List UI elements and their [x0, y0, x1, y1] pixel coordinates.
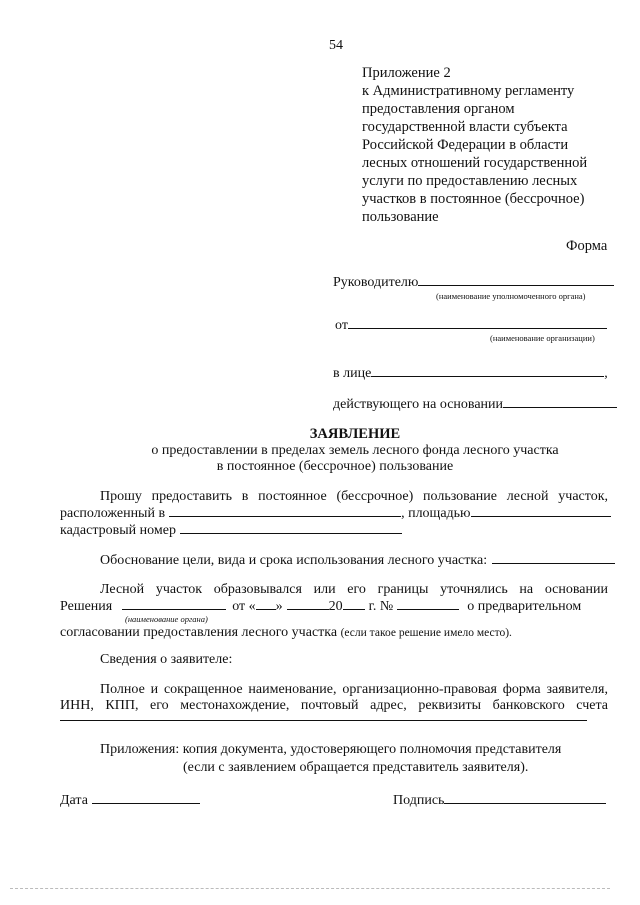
justification-blank[interactable]	[492, 552, 615, 564]
decision-organ-blank[interactable]	[122, 598, 226, 610]
person-label: в лице	[333, 366, 372, 381]
basis-field[interactable]	[333, 396, 617, 413]
date-label: Дата	[60, 793, 88, 808]
decision-year-blank[interactable]	[343, 598, 365, 610]
title-line-1: о предоставлении в пределах земель лесного фонда лесного участка	[151, 443, 559, 458]
decision-month-blank[interactable]	[287, 598, 329, 610]
from-field[interactable]	[335, 317, 607, 334]
person-trail: ,	[604, 366, 608, 381]
signature-row[interactable]	[393, 792, 606, 809]
appendix-line: предоставления органом	[362, 101, 515, 117]
appendix-line: услуги по предоставлению лесных	[362, 173, 578, 189]
appendix-line: лесных отношений государственной	[362, 155, 588, 171]
page-number: 54	[329, 38, 343, 53]
decision-row[interactable]	[60, 598, 581, 615]
cadastral-label: кадастровый номер	[60, 523, 176, 538]
person-blank[interactable]	[371, 365, 604, 377]
appendix-line: Приложение 2	[362, 65, 451, 81]
appendix-line: пользование	[362, 209, 439, 225]
basis-blank[interactable]	[503, 396, 617, 408]
appendix-line: государственной власти субъекта	[362, 119, 568, 135]
attachments-line-2: (если с заявлением обращается представитель заявителя).	[183, 760, 529, 775]
decision-hint: (наименование органа)	[125, 614, 208, 624]
from-blank[interactable]	[348, 317, 607, 329]
area-blank[interactable]	[471, 505, 611, 517]
area-label: , площадью	[401, 506, 471, 521]
justification-label: Обоснование цели, вида и срока использования лесного участка:	[100, 553, 488, 568]
located-blank[interactable]	[169, 505, 401, 517]
date-blank[interactable]	[92, 792, 200, 804]
appendix-line: Российской Федерации в области	[362, 137, 569, 153]
agreement-line: согласовании предоставления лесного участка	[60, 625, 338, 640]
signature-blank[interactable]	[444, 792, 606, 804]
agreement-note: (если такое решение имело место).	[340, 627, 512, 639]
to-label: Руководителю	[333, 275, 419, 290]
from-label: от	[335, 318, 348, 333]
document-heading: ЗАЯВЛЕНИЕ	[309, 426, 401, 442]
decision-quote-close: »	[275, 599, 283, 614]
person-field[interactable]	[333, 365, 608, 382]
decision-day-blank[interactable]	[256, 598, 276, 610]
applicant-info: Сведения о заявителе:	[100, 652, 233, 667]
appendix-line: к Административному регламенту	[362, 83, 575, 99]
cadastral-blank[interactable]	[180, 522, 402, 534]
decision-number-label: г. №	[368, 599, 394, 614]
appendix-line: участков в постоянное (бессрочное)	[362, 191, 585, 207]
applicant-line-2: ИНН, КПП, его местонахождение, почтовый адрес, реквизиты банковского счета	[60, 698, 608, 713]
justification-row[interactable]	[100, 552, 615, 569]
decision-label: Решения	[60, 599, 113, 614]
basis-label: действующего на основании	[333, 397, 504, 412]
request-line: Прошу предоставить в постоянное (бессрочное) пользование лесной участок,	[100, 489, 608, 504]
agreement-row	[60, 625, 512, 641]
date-row[interactable]	[60, 792, 200, 809]
to-hint: (наименование уполномоченного органа)	[436, 291, 586, 301]
formed-line: Лесной участок образовывался или его границы уточнялись на основании	[100, 582, 608, 597]
to-blank[interactable]	[418, 274, 614, 286]
applicant-blank[interactable]	[60, 720, 587, 721]
scan-artifact-line	[10, 888, 610, 889]
attachments-line-1: Приложения: копия документа, удостоверяющего полномочия представителя	[100, 742, 562, 757]
cadastral-row[interactable]	[60, 522, 402, 539]
to-field[interactable]	[333, 274, 614, 291]
decision-number-blank[interactable]	[397, 598, 459, 610]
decision-from: от «	[232, 599, 256, 614]
located-row[interactable]	[60, 505, 611, 522]
signature-label: Подпись	[393, 793, 445, 808]
applicant-line-1: Полное и сокращенное наименование, организационно-правовая форма заявителя,	[100, 682, 608, 697]
from-hint: (наименование организации)	[490, 333, 595, 343]
located-label: расположенный в	[60, 506, 166, 521]
title-line-2: в постоянное (бессрочное) пользование	[216, 459, 454, 474]
decision-prelim: о предварительном	[467, 599, 582, 614]
appendix-block	[362, 64, 587, 226]
decision-year-prefix: 20	[328, 599, 343, 614]
form-label: Форма	[566, 238, 608, 254]
